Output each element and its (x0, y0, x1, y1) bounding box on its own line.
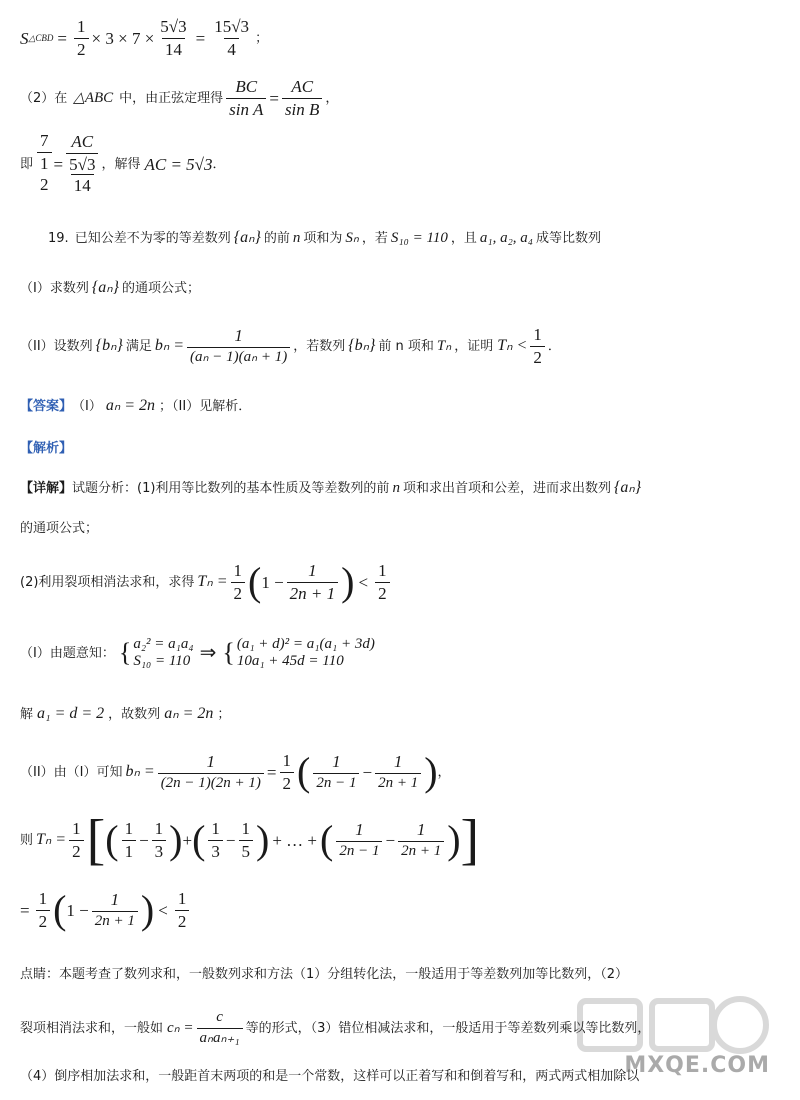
solution-label: （I）由题意知： (20, 645, 115, 661)
plus-sign: + (182, 830, 193, 850)
fraction-bc-sina: $\frac{BC}{\text{sin A}}$ (226, 78, 266, 119)
bracket-open: [ (86, 809, 106, 871)
half-fraction: $\frac{1}{2}$ (231, 562, 246, 603)
paren-open: ( (105, 817, 119, 862)
a1-d-eq: a₁ = d = 2 (37, 705, 105, 722)
paren-open: ( (53, 887, 67, 933)
minus-sign: − (139, 830, 149, 850)
ji-line (20, 132, 226, 196)
var-sn: Sₙ (345, 229, 359, 246)
detail-text: 试题分析：(1)利用等比数列的基本性质及等差数列的前 (72, 480, 390, 496)
eq-sign: = (266, 762, 277, 782)
t1b: $\frac{1}{3}$ (152, 820, 167, 861)
system-2: (a₁ + d)² = a₁(a₁ + 3d) 10a₁ + 45d = 110 (236, 636, 375, 670)
q-text: ，若 (361, 230, 388, 246)
fraction-15r3-4: $\frac{15√3}{4}$ (214, 17, 250, 59)
detail-tag: 【详解】 (20, 480, 73, 496)
p2-end: ， (325, 90, 339, 106)
tn-ineq: Tₙ < (497, 337, 528, 355)
eq-sign: = (20, 900, 30, 920)
comment-line-3 (20, 1070, 639, 1083)
part2-text: 满足 (125, 338, 152, 354)
solution-text: ； (217, 706, 231, 722)
seq-a: {aₙ} (233, 229, 261, 246)
answer-tag: 【答案】 (20, 398, 73, 414)
t3a: $\frac{1}{2n - 1}$ (336, 821, 382, 860)
analysis-tag: 【解析】 (20, 441, 73, 456)
paren-close: ) (447, 817, 461, 862)
paren-open: ( (297, 749, 311, 795)
paren-open: ( (192, 817, 206, 862)
t3b: $\frac{1}{2n + 1}$ (398, 821, 444, 860)
fraction-ac: AC 5√3 14 (66, 133, 98, 195)
bn-fraction: $\frac{1}{(2n - 1)(2n + 1)}$ (158, 753, 264, 792)
ac-result: AC = 5√3 (144, 154, 213, 174)
one-minus: 1 − (261, 572, 284, 592)
var-tn: Tₙ (436, 337, 452, 354)
comment-text: （4）倒序相加法求和，一般距首末两项的和是一个常数，这样可以正着写和和倒着写和，两式两式相加除以 (20, 1069, 640, 1084)
term-b: $\frac{1}{2n + 1}$ (375, 753, 421, 792)
one-minus: 1 − (66, 900, 89, 920)
bracket-close: ] (460, 809, 480, 871)
area-line (20, 18, 268, 59)
part2-text: ，证明 (454, 338, 494, 354)
q-text: 成等比数列 (536, 230, 602, 246)
q-text: ，且 (450, 230, 477, 246)
solution-text: 解 (20, 706, 34, 722)
paren-close: ) (341, 559, 355, 605)
fraction-half: $\frac{1}{2}$ (74, 18, 89, 59)
answer-line (20, 398, 251, 414)
comment-text: 等的形式，（3）错位相减法求和，一般适用于等差数列乘以等比数列， (245, 1020, 651, 1036)
part2-label: （II）设数列 (20, 338, 93, 354)
detail-text: 的通项公式； (20, 521, 99, 536)
ji-end: ． (212, 156, 226, 172)
var-n: n (292, 229, 301, 246)
eq-sign: = (269, 88, 279, 108)
half-fraction: $\frac{1}{2}$ (280, 752, 295, 793)
triangle-abc: △ABC (73, 89, 114, 106)
watermark-text: MXQE.COM (624, 1053, 770, 1078)
area-lhs: S (20, 28, 29, 48)
comment-text: 点睛：本题考查了数列求和，一般数列求和方法（1）分组转化法，一般适用于等差数列加等比数列，（2） (20, 967, 629, 982)
answer-text: ；（II）见解析． (159, 398, 252, 414)
eq-sign: = (57, 28, 68, 48)
bn-eq: bₙ = (154, 337, 185, 355)
eq-sign: = (53, 154, 64, 174)
comment-text: 裂项相消法求和，一般如 (20, 1020, 164, 1036)
area-sub: △CBD (28, 32, 54, 43)
brace-icon: { (222, 638, 235, 668)
sine-law-line (20, 78, 338, 119)
detail-line-1b (20, 522, 98, 535)
lt-sign: < (158, 900, 168, 920)
ji-mid: ，解得 (101, 156, 141, 172)
inner-fraction: $\frac{1}{2n + 1}$ (92, 891, 138, 930)
detail-text: 项和求出首项和公差，进而求出数列 (402, 480, 611, 496)
tn-eq: Tₙ = (197, 573, 228, 591)
part2-text: 前 n 项和 (378, 338, 434, 354)
lt-sign: < (358, 572, 369, 592)
fraction-ac-sinb: $\frac{AC}{\text{sin B}}$ (282, 78, 322, 119)
system-1: a₂² = a₁a₄ S₁₀ = 110 (133, 636, 194, 670)
solution-3 (20, 749, 451, 795)
seq-b: {bₙ} (95, 337, 123, 355)
bn-eq: bₙ = (125, 763, 155, 781)
fraction-5r3-14: $\frac{5√3}{14}$ (160, 17, 187, 59)
q-text: 已知公差不为零的等差数列 (74, 230, 231, 246)
t2a: $\frac{1}{3}$ (208, 820, 223, 861)
p2-mid: 中，由正弦定理得 (119, 90, 224, 106)
answer-formula: aₙ = 2n (105, 397, 156, 414)
part2-end: ． (547, 338, 561, 354)
half-fraction: $\frac{1}{2}$ (375, 562, 390, 603)
q-text: 项和为 (303, 230, 343, 246)
seq-a: {aₙ} (613, 479, 642, 496)
term-a: $\frac{1}{2n - 1}$ (313, 753, 359, 792)
detail-text: (2)利用裂项相消法求和，求得 (20, 574, 195, 590)
ellipsis: + … + (272, 830, 318, 850)
comment-line-1 (20, 968, 628, 981)
paren-open: ( (320, 817, 334, 862)
paren-close: ) (140, 887, 155, 933)
paren-close: ) (256, 817, 270, 862)
solution-text: 则 (20, 832, 34, 848)
minus-sign: − (362, 762, 373, 782)
half-fraction: $\frac{1}{2}$ (175, 890, 190, 931)
part1-label: （I）求数列 (20, 280, 89, 296)
cn-fraction: $\frac{c}{\text{aₙaₙ₊₁}}$ (197, 1010, 243, 1047)
part2-text: ，若数列 (293, 338, 346, 354)
solution-text: ， (437, 764, 451, 780)
seq-b: {bₙ} (348, 337, 376, 355)
solution-text: ，故数列 (108, 706, 161, 722)
q-text: 的前 (263, 230, 290, 246)
solution-5 (20, 887, 192, 933)
solution-4 (20, 809, 480, 871)
half-fraction: $\frac{1}{2}$ (36, 890, 51, 931)
solution-1 (20, 636, 375, 671)
area-end: ； (255, 30, 269, 46)
inner-fraction: $\frac{1}{2n + 1}$ (287, 562, 338, 603)
ji-prefix: 即 (20, 156, 34, 172)
area-mid: × 3 × 7 × (91, 28, 155, 48)
paren-open: ( (248, 559, 262, 605)
detail-line-1 (20, 480, 641, 496)
question-19-stem (48, 230, 601, 246)
minus-sign: − (225, 830, 236, 850)
solution-2 (20, 706, 230, 722)
brace-icon: { (118, 638, 132, 668)
s10-eq: S₁₀ = 110 (390, 229, 448, 246)
part1-end: 的通项公式； (122, 280, 201, 296)
paren-close: ) (169, 817, 183, 862)
question-19-part2 (20, 326, 561, 367)
t2b: $\frac{1}{5}$ (239, 820, 254, 861)
t1a: $\frac{1}{1}$ (122, 820, 137, 861)
answer-text: （I） (72, 398, 102, 414)
var-n: n (392, 479, 400, 496)
analysis-line (20, 442, 72, 455)
a124: a₁, a₂, a₄ (479, 229, 534, 246)
paren-close: ) (424, 749, 438, 795)
comment-line-2 (20, 1010, 650, 1047)
p2-prefix: （2）在 (20, 90, 68, 106)
an-eq: aₙ = 2n (164, 705, 214, 722)
compound-fraction: 7 1 2 (37, 132, 52, 196)
implies-arrow: ⇒ (199, 642, 217, 665)
solution-label: （II）由（I）可知 (20, 764, 123, 780)
question-number: 19. (48, 230, 69, 246)
detail-line-2 (20, 559, 393, 605)
half-fraction: $\frac{1}{2}$ (69, 820, 84, 861)
question-19-part1 (20, 280, 200, 296)
minus-sign: − (385, 830, 396, 850)
tn-eq: Tₙ = (36, 831, 67, 848)
cn-eq: cₙ = (167, 1019, 194, 1036)
bn-fraction: $\frac{1}{\text{(aₙ − 1)(aₙ + 1)}}$ (187, 327, 290, 366)
half-fraction: $\frac{1}{2}$ (530, 326, 545, 367)
eq-sign: = (195, 28, 206, 48)
seq-a: {aₙ} (91, 279, 120, 296)
